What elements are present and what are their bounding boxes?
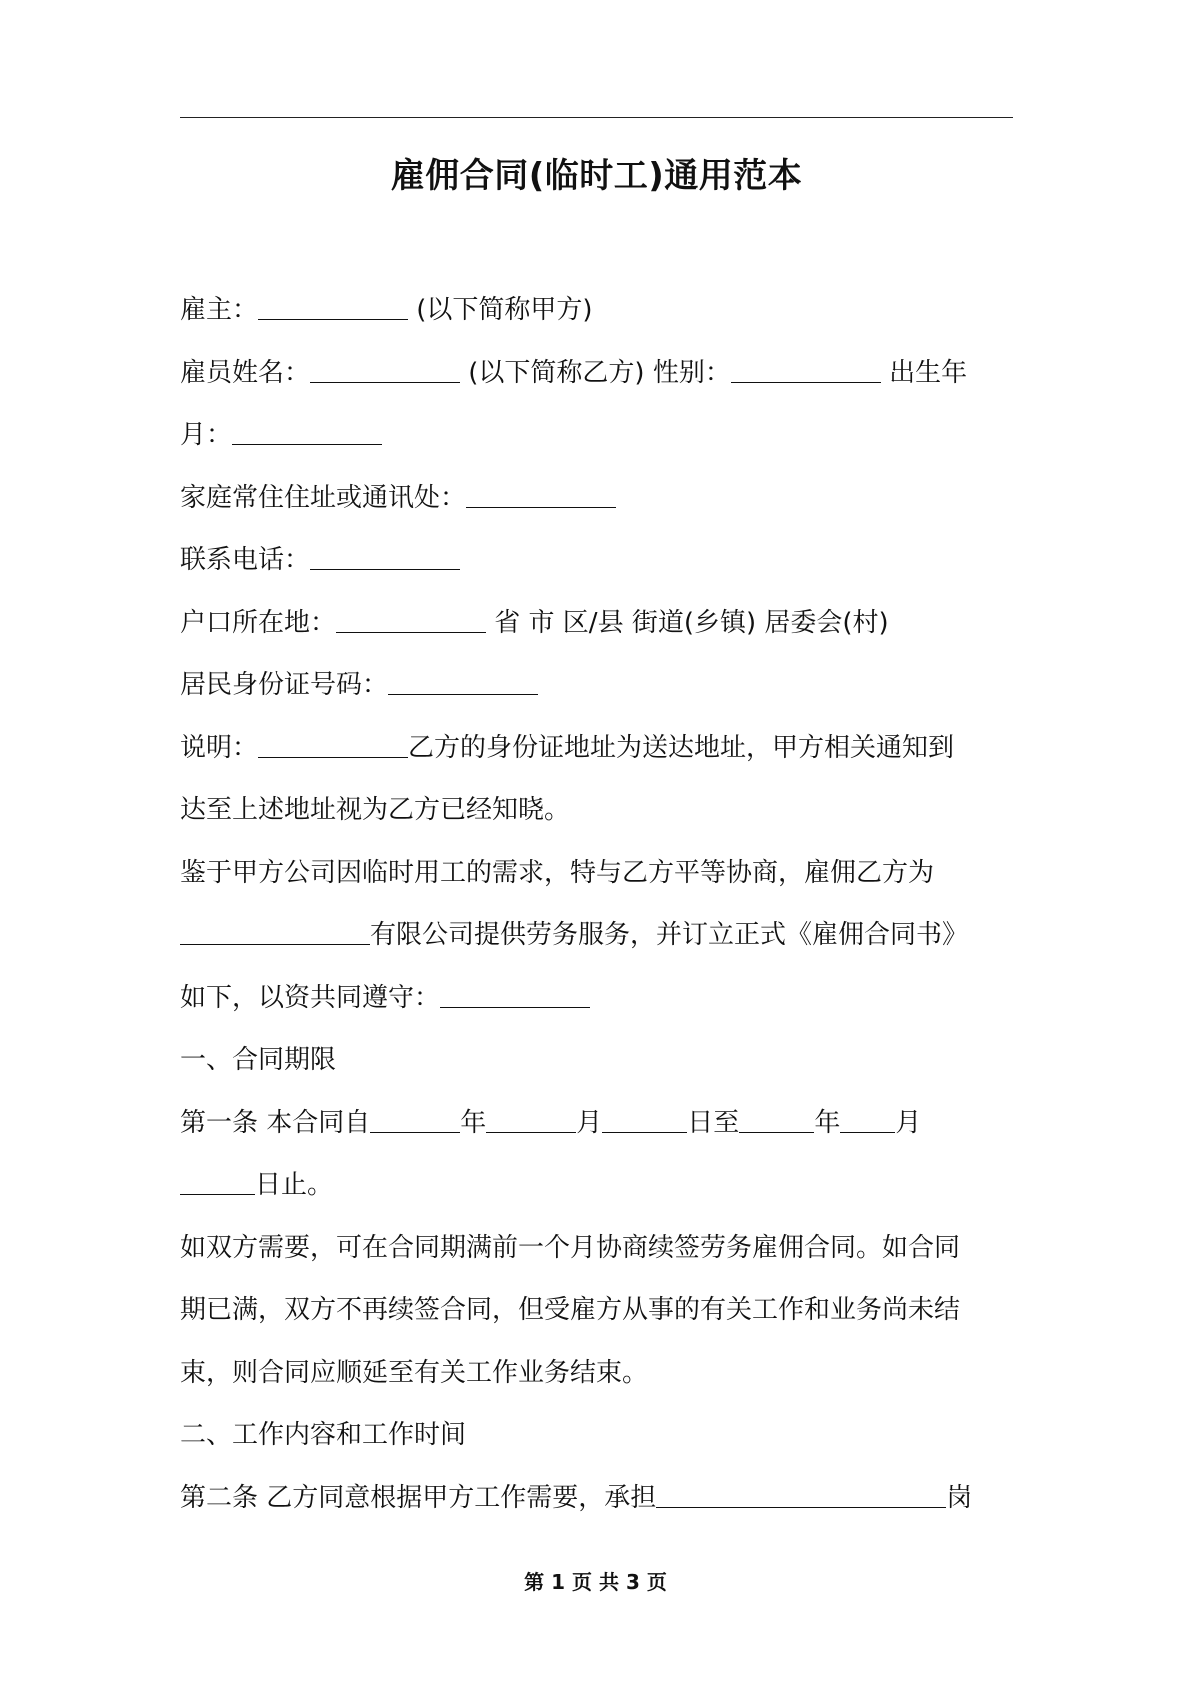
note-blank: [258, 731, 408, 758]
end-year-blank: [739, 1106, 814, 1133]
renewal-text: 如双方需要，可在合同期满前一个月协商续签劳务雇佣合同。如合同: [180, 1232, 961, 1263]
employer-note: (以下简称甲方): [408, 295, 593, 325]
note-label: 说明：: [180, 732, 259, 763]
preamble-line: [180, 842, 1013, 905]
section-1-title: 一、合同期限: [180, 1045, 337, 1075]
birth-blank: [232, 418, 382, 445]
preamble-text-3: 如下，以资共同遵守：: [180, 982, 441, 1013]
page-footer: 第 1 页 共 3 页: [524, 1570, 667, 1594]
renewal-text-2: 期已满，双方不再续签合同，但受雇方从事的有关工作和业务尚未结: [180, 1295, 961, 1325]
id-blank: [388, 668, 538, 695]
position-label: 岗: [946, 1482, 973, 1513]
header-rule: [180, 117, 1013, 118]
article-1-label: 第一条 本合同自: [180, 1107, 371, 1138]
note-text: 乙方的身份证地址为送达地址，甲方相关通知到: [408, 732, 955, 763]
birth-label: 出生年: [880, 357, 968, 388]
preamble-line-2: [180, 904, 1013, 967]
end-month-label: 月: [895, 1107, 922, 1138]
address-line: [180, 467, 1013, 530]
article-1-line: [180, 1092, 1013, 1155]
address-label: 家庭常住住址或通讯处：: [180, 482, 467, 513]
phone-label: 联系电话：: [180, 545, 311, 575]
renewal-text-3: 束，则合同应顺延至有关工作业务结束。: [180, 1357, 649, 1388]
birth-label-cont: 月：: [180, 420, 233, 450]
gender-label: (以下简称乙方) 性别：: [460, 357, 731, 388]
phone-blank: [310, 543, 460, 570]
employer-label: 雇主：: [180, 295, 259, 325]
start-year-blank: [370, 1106, 460, 1133]
employee-line: [180, 342, 1013, 405]
year-label: 年: [460, 1107, 487, 1138]
preamble-blank: [440, 981, 590, 1008]
preamble-text: 鉴于甲方公司因临时用工的需求，特与乙方平等协商，雇佣乙方为: [180, 857, 935, 888]
end-day-blank: [180, 1168, 255, 1195]
note-line-cont: [180, 779, 1013, 842]
end-year-label: 年: [814, 1107, 841, 1138]
month-label: 月: [576, 1107, 603, 1138]
document-title: 雇佣合同(临时工)通用范本: [390, 156, 803, 196]
renewal-line-3: [180, 1342, 1013, 1405]
employer-blank: [258, 293, 408, 320]
hukou-blank: [336, 606, 486, 633]
document-body: [180, 279, 1013, 1529]
start-month-blank: [486, 1106, 576, 1133]
hukou-label: 户口所在地：: [180, 607, 337, 638]
section-2-heading: [180, 1404, 1013, 1467]
phone-line: [180, 529, 1013, 592]
renewal-line-2: [180, 1279, 1013, 1342]
start-day-blank: [602, 1106, 687, 1133]
preamble-text-2: 有限公司提供劳务服务，并订立正式《雇佣合同书》: [370, 920, 969, 950]
article-2-text: 第二条 乙方同意根据甲方工作需要，承担: [180, 1482, 657, 1513]
section-2-title: 二、工作内容和工作时间: [180, 1420, 467, 1450]
hukou-detail: 省 市 区/县 街道(乡镇) 居委会(村): [486, 607, 889, 638]
end-month-blank: [840, 1106, 895, 1133]
article-2-line: [180, 1467, 1013, 1530]
gender-blank: [731, 356, 881, 383]
day-to-label: 日至: [687, 1107, 740, 1138]
renewal-line: [180, 1217, 1013, 1280]
end-day-label: 日止。: [255, 1170, 334, 1200]
birth-line: [180, 404, 1013, 467]
position-blank: [656, 1481, 946, 1508]
note-line: [180, 717, 1013, 780]
note-text-cont: 达至上述地址视为乙方已经知晓。: [180, 795, 571, 825]
employee-name-label: 雇员姓名：: [180, 357, 311, 388]
employee-name-blank: [310, 356, 460, 383]
article-1-line-2: [180, 1154, 1013, 1217]
address-blank: [466, 481, 616, 508]
company-blank: [180, 918, 370, 945]
id-line: [180, 654, 1013, 717]
hukou-line: [180, 592, 1013, 655]
preamble-line-3: [180, 967, 1013, 1030]
id-label: 居民身份证号码：: [180, 670, 389, 700]
employer-line: [180, 279, 1013, 342]
section-1-heading: [180, 1029, 1013, 1092]
